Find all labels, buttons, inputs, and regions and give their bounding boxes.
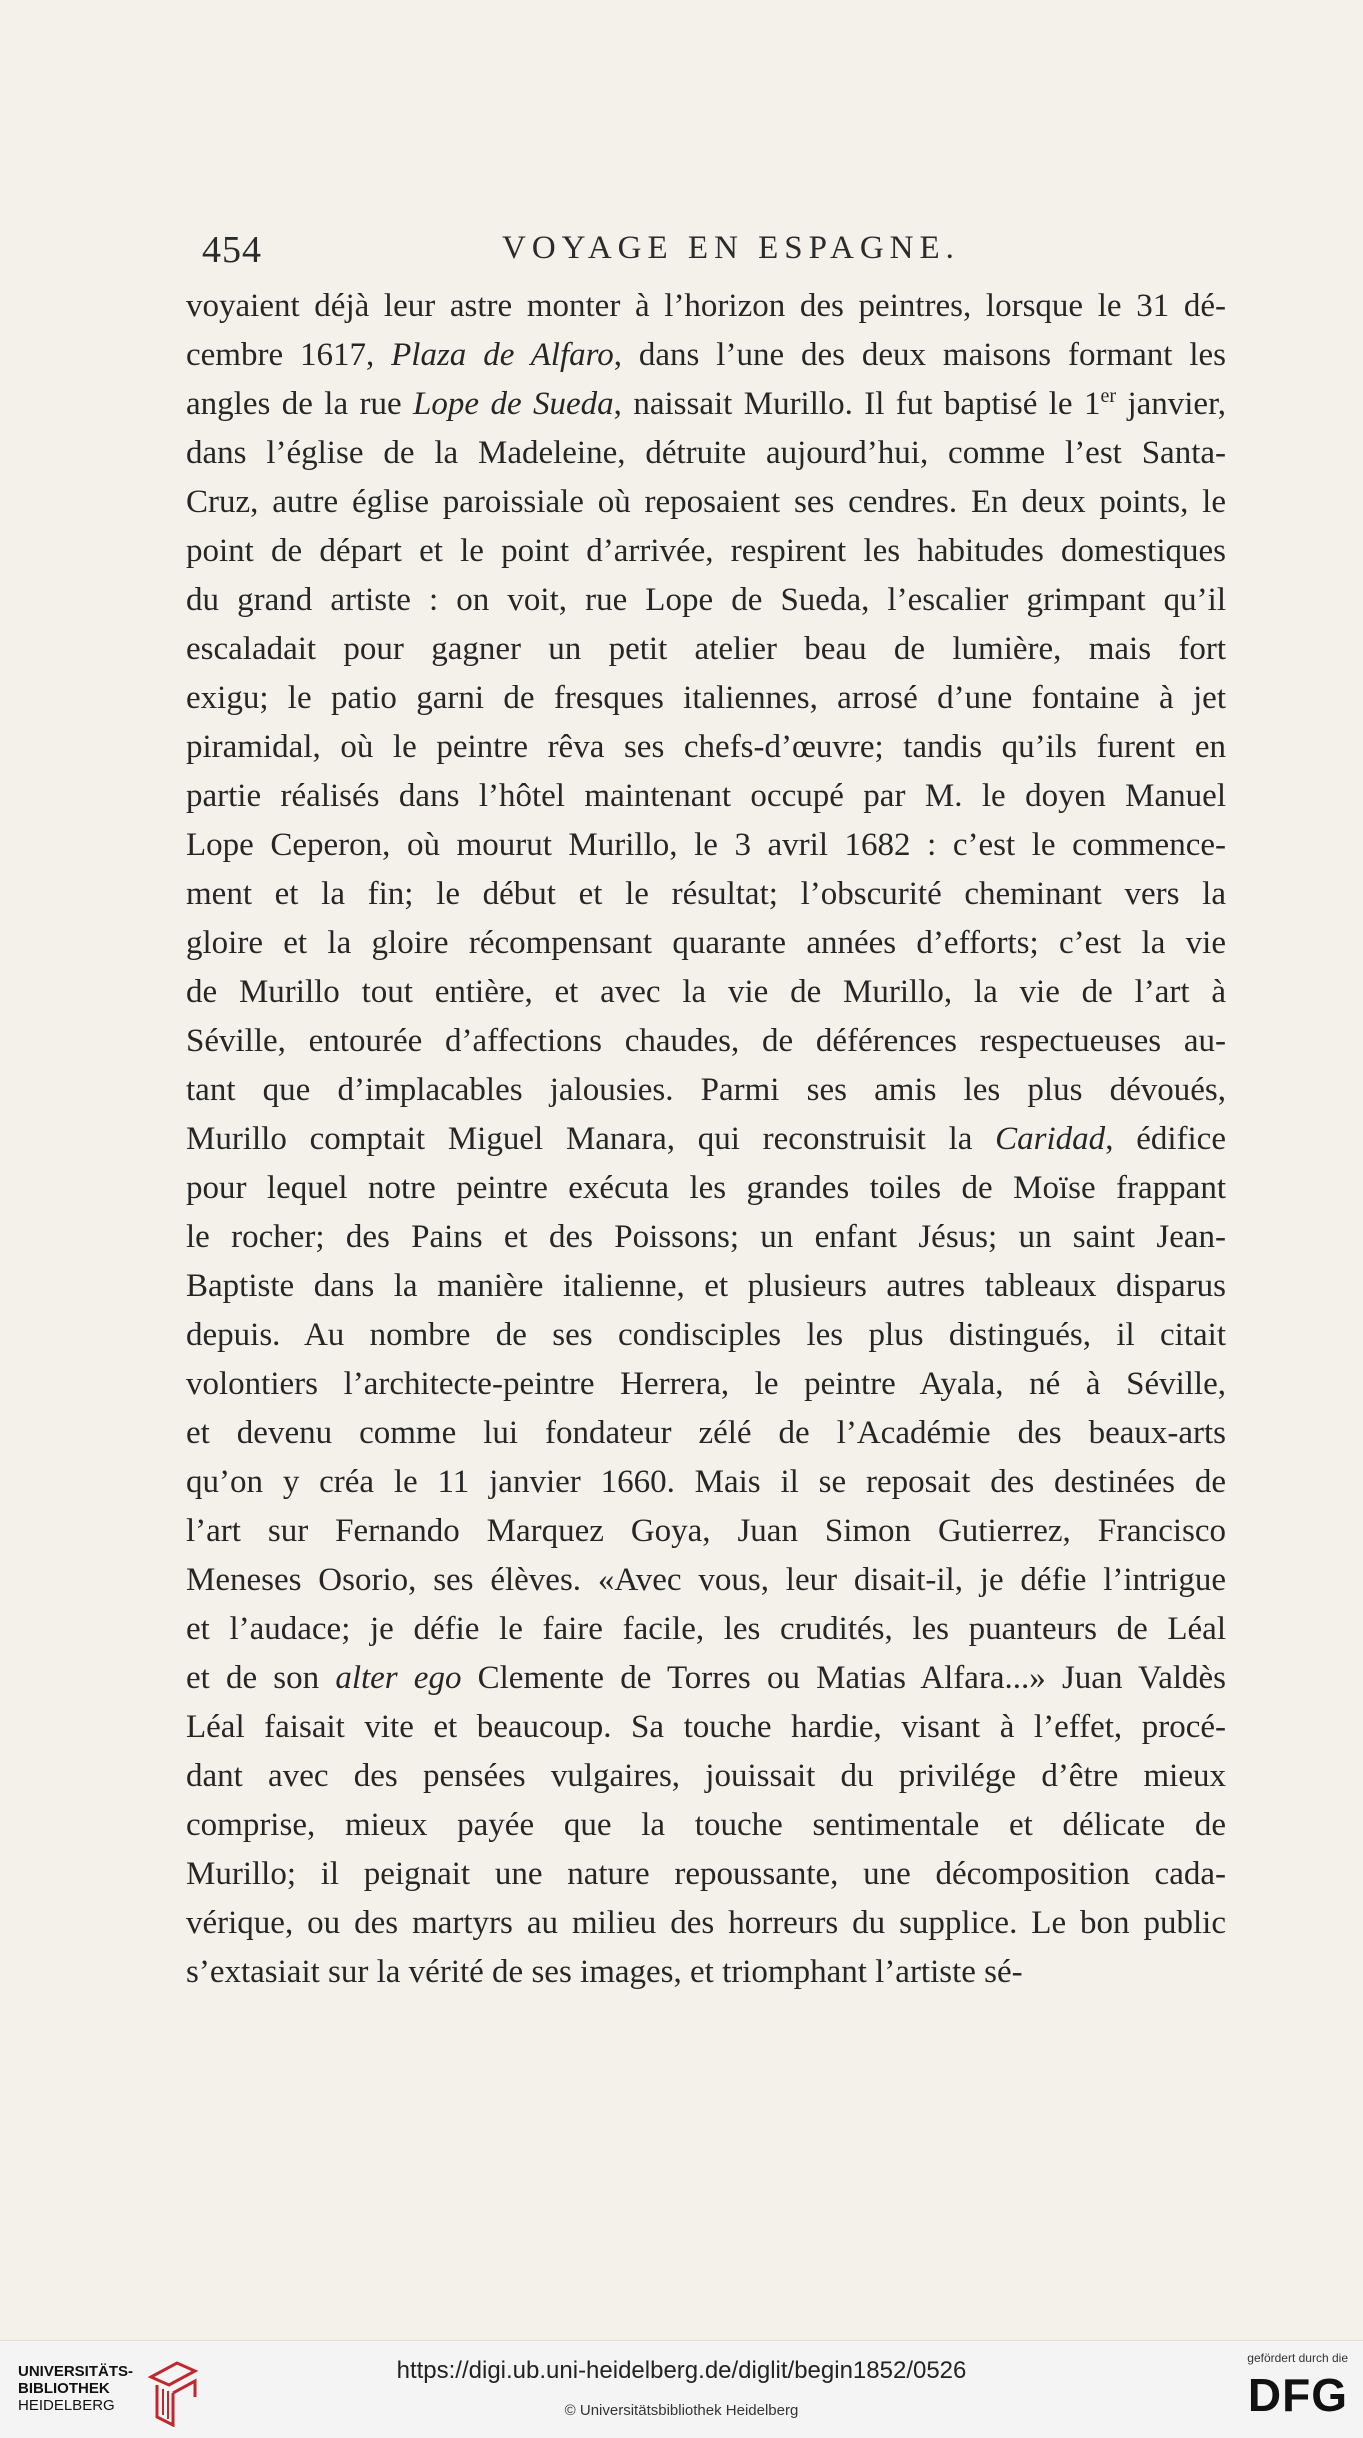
- line-text: voyaient déjà leur astre monter à l’horizon des peintres, lorsque le 31 dé-: [186, 288, 1226, 324]
- line-text: partie réalisés dans l’hôtel maintenant occupé par M. le doyen Manuel: [186, 778, 1226, 814]
- line-text: gloire et la gloire récompensant quarante années d’efforts; c’est la vie: [186, 925, 1226, 961]
- text-line: [186, 1850, 1226, 1899]
- line-text: janvier,: [1116, 386, 1226, 422]
- line-text: et devenu comme lui fondateur zélé de l’Académie des beaux-arts: [186, 1415, 1226, 1451]
- text-line: [186, 429, 1226, 478]
- text-line: [186, 1752, 1226, 1801]
- line-text: depuis. Au nombre de ses condisciples les plus distingués, il citait: [186, 1317, 1226, 1353]
- line-text: , édifice: [1105, 1121, 1226, 1157]
- library-name-line1: UNIVERSITÄTS-: [18, 2363, 134, 2380]
- line-text: le rocher; des Pains et des Poissons; un enfant Jésus; un saint Jean-: [186, 1219, 1226, 1255]
- line-text: Meneses Osorio, ses élèves. «Avec vous, leur disait-il, je défie l’intrigue: [186, 1562, 1226, 1598]
- line-text: Cruz, autre église paroissiale où reposaient ses cendres. En deux points, le: [186, 484, 1226, 520]
- line-text: Murillo comptait Miguel Manara, qui reconstruisit la: [186, 1121, 996, 1157]
- line-text: pour lequel notre peintre exécuta les grandes toiles de Moïse frappant: [186, 1170, 1226, 1206]
- library-name-line2: BIBLIOTHEK: [18, 2380, 110, 2397]
- line-text: comprise, mieux payée que la touche sentimentale et délicate de: [186, 1807, 1226, 1843]
- text-line: [186, 1458, 1226, 1507]
- text-line: [186, 1948, 1226, 1997]
- line-text: s’extasiait sur la vérité de ses images, et triomphant l’artiste sé-: [186, 1954, 1023, 1990]
- italic-text: Lope de Sueda: [413, 386, 614, 422]
- text-line: [186, 527, 1226, 576]
- line-text: , dans l’une des deux maisons formant les: [613, 337, 1226, 373]
- page-header: [202, 228, 1222, 278]
- text-line: [186, 625, 1226, 674]
- text-line: [186, 1409, 1226, 1458]
- text-line: [186, 674, 1226, 723]
- line-text: l’art sur Fernando Marquez Goya, Juan Simon Gutierrez, Francisco: [186, 1513, 1226, 1549]
- line-text: vérique, ou des martyrs au milieu des horreurs du supplice. Le bon public: [186, 1905, 1226, 1941]
- viewer-footer: [0, 2340, 1363, 2438]
- text-line: [186, 1360, 1226, 1409]
- line-text: exigu; le patio garni de fresques italiennes, arrosé d’une fontaine à jet: [186, 680, 1226, 716]
- permalink-url[interactable]: https://digi.ub.uni-heidelberg.de/diglit/begin1852/0526: [396, 2357, 967, 2384]
- line-text: Lope Ceperon, où mourut Murillo, le 3 avril 1682 : c’est le commence-: [186, 827, 1226, 863]
- text-line: [186, 1899, 1226, 1948]
- line-text: ment et la fin; le début et le résultat; l’obscurité cheminant vers la: [186, 876, 1226, 912]
- italic-text: alter ego: [335, 1660, 462, 1696]
- library-name-line3: HEIDELBERG: [18, 2397, 115, 2414]
- line-text: dans l’église de la Madeleine, détruite aujourd’hui, comme l’est Santa-: [186, 435, 1226, 471]
- line-text: angles de la rue: [186, 386, 414, 422]
- text-line: [186, 1017, 1226, 1066]
- text-line: [186, 331, 1226, 380]
- line-text: Léal faisait vite et beaucoup. Sa touche hardie, visant à l’effet, procé-: [186, 1709, 1226, 1745]
- line-text: du grand artiste : on voit, rue Lope de Sueda, l’escalier grimpant qu’il: [186, 582, 1226, 618]
- line-text: point de départ et le point d’arrivée, respirent les habitudes domestiques: [186, 533, 1226, 569]
- copyright-notice: © Universitätsbibliothek Heidelberg: [564, 2402, 799, 2419]
- text-line: [186, 1066, 1226, 1115]
- line-text: Clemente de Torres ou Matias Alfara...» Juan Valdès: [461, 1660, 1226, 1696]
- line-text: qu’on y créa le 11 janvier 1660. Mais il se reposait des destinées de: [186, 1464, 1226, 1500]
- italic-text: Plaza de Alfaro: [391, 337, 614, 373]
- line-text: cembre 1617,: [186, 337, 392, 373]
- italic-text: Caridad: [995, 1121, 1106, 1157]
- page-number: 454: [202, 229, 262, 271]
- running-title: VOYAGE EN ESPAGNE.: [502, 230, 960, 266]
- text-line: [186, 821, 1226, 870]
- dfg-logo: DFG: [1247, 2369, 1348, 2421]
- line-text: Murillo; il peignait une nature repoussante, une décomposition cada-: [186, 1856, 1226, 1892]
- text-line: [186, 919, 1226, 968]
- line-text: Baptiste dans la manière italienne, et plusieurs autres tableaux disparus: [186, 1268, 1226, 1304]
- line-text: volontiers l’architecte-peintre Herrera, le peintre Ayala, né à Séville,: [186, 1366, 1226, 1402]
- text-line: [186, 1164, 1226, 1213]
- line-text: Séville, entourée d’affections chaudes, de déférences respectueuses au-: [186, 1023, 1226, 1059]
- line-text: et de son: [186, 1660, 336, 1696]
- line-text: tant que d’implacables jalousies. Parmi ses amis les plus dévoués,: [186, 1072, 1226, 1108]
- text-line: [186, 1507, 1226, 1556]
- body-text: [186, 282, 1226, 1997]
- funder-caption: gefördert durch die: [1247, 2351, 1348, 2365]
- line-text: piramidal, où le peintre rêva ses chefs-d’œuvre; tandis qu’ils furent en: [186, 729, 1226, 765]
- line-text: escaladait pour gagner un petit atelier beau de lumière, mais fort: [186, 631, 1226, 667]
- line-text: et l’audace; je défie le faire facile, les crudités, les puanteurs de Léal: [186, 1611, 1226, 1647]
- text-line: [186, 1556, 1226, 1605]
- line-text: dant avec des pensées vulgaires, jouissait du privilége d’être mieux: [186, 1758, 1226, 1794]
- text-line: [186, 1654, 1226, 1703]
- text-line: [186, 968, 1226, 1017]
- text-line: [186, 380, 1226, 429]
- line-text: de Murillo tout entière, et avec la vie de Murillo, la vie de l’art à: [186, 974, 1226, 1010]
- text-line: [186, 1262, 1226, 1311]
- text-line: [186, 1311, 1226, 1360]
- text-line: [186, 1605, 1226, 1654]
- text-line: [186, 576, 1226, 625]
- text-line: [186, 772, 1226, 821]
- funder-block[interactable]: [1208, 2351, 1348, 2431]
- text-line: [186, 1801, 1226, 1850]
- text-line: [186, 1703, 1226, 1752]
- text-line: [186, 870, 1226, 919]
- text-line: [186, 723, 1226, 772]
- text-line: [186, 282, 1226, 331]
- text-line: [186, 1115, 1226, 1164]
- text-line: [186, 1213, 1226, 1262]
- text-line: [186, 478, 1226, 527]
- line-text: , naissait Murillo. Il fut baptisé le 1: [613, 386, 1101, 422]
- superscript-text: er: [1100, 385, 1117, 407]
